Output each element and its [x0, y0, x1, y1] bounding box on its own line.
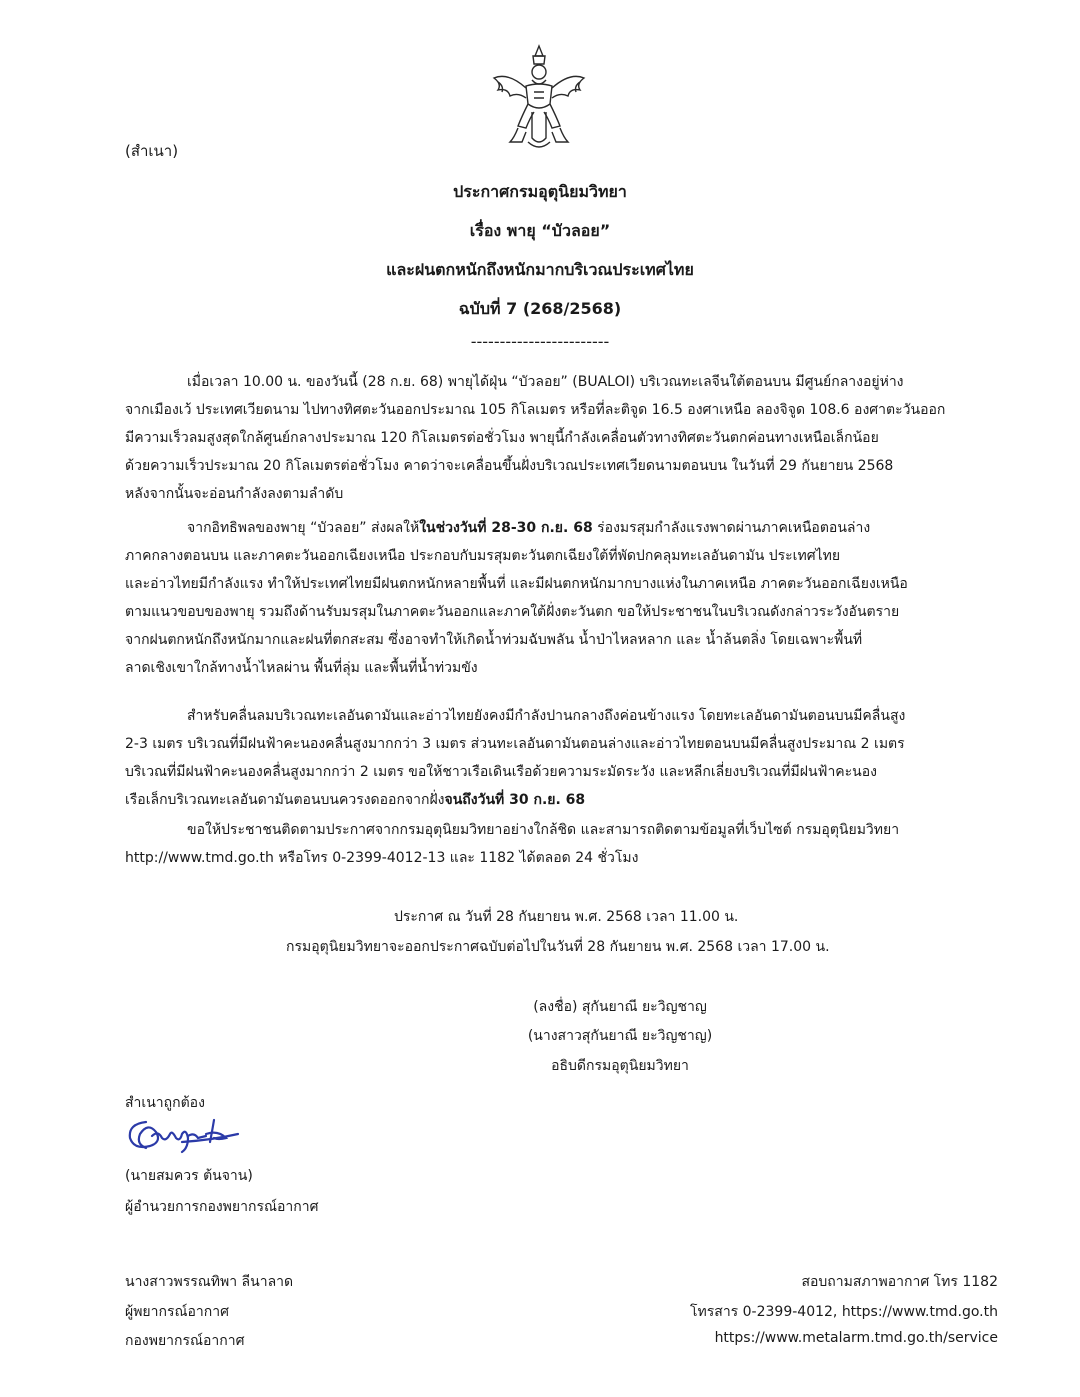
paragraph-line: เมื่อเวลา 10.00 น. ของวันนี้ (28 ก.ย. 68) พายุได้ฝุ่น “บัวลอย” (BUALOI) บริเวณทะเลจีนใต้ตอนบน มีศูนย์กลางอยู่ห่าง	[187, 374, 904, 390]
contact-fax-website: โทรสาร 0-2399-4012, https://www.tmd.go.th	[690, 1304, 998, 1320]
header-divider: ------------------------	[470, 332, 610, 351]
forecaster-name: นางสาวพรรณทิพา ลีนาลาด	[125, 1274, 294, 1290]
announcement-subject: เรื่อง พายุ “บัวลอย”	[469, 221, 611, 240]
paragraph-line: http://www.tmd.go.th หรือโทร 0-2399-4012-13 และ 1182 ได้ตลอด 24 ชั่วโมง	[125, 850, 639, 866]
paragraph-line: ภาคกลางตอนบน และภาคตะวันออกเฉียงเหนือ ประกอบกับมรสุมตะวันตกเฉียงใต้ที่พัดปกคลุมทะเลอันดามัน ประเทศไทย	[125, 548, 841, 564]
certifier-name: (นายสมควร ต้นจาน)	[125, 1168, 253, 1184]
bold-end-date: จนถึงวันที่ 30 ก.ย. 68	[444, 792, 586, 808]
paragraph-line: มีความเร็วลมสูงสุดใกล้ศูนย์กลางประมาณ 120 กิโลเมตรต่อชั่วโมง พายุนี้กำลังเคลื่อนตัวทางทิศตะวันตกค่อนทางเหนือเล็กน้อย	[125, 430, 879, 446]
paragraph-line: หลังจากนั้นจะอ่อนกำลังลงตามลำดับ	[125, 486, 344, 502]
paragraph-line: ตามแนวขอบของพายุ รวมถึงด้านรับมรสุมในภาคตะวันออกและภาคใต้ฝั่งตะวันตก ขอให้ประชาชนในบริเวณดังกล่าวระวังอันตราย	[125, 604, 900, 620]
text-run: ร่องมรสุมกำลังแรงพาดผ่านภาคเหนือตอนล่าง	[592, 520, 871, 536]
paragraph-rain-impact	[125, 514, 971, 682]
paragraph-wave-warning	[125, 702, 971, 814]
text-run: เรือเล็กบริเวณทะเลอันดามันตอนบนควรงดออกจากฝั่ง	[125, 792, 445, 808]
paragraph-line: บริเวณที่มีฝนฟ้าคะนองคลื่นสูงมากกว่า 2 เมตร ขอให้ชาวเรือเดินเรือด้วยความระมัดระวัง และหลีกเลี่ยงบริเวณที่มีฝนฟ้าคะนอง	[125, 764, 878, 780]
forecaster-division: กองพยากรณ์อากาศ	[125, 1333, 245, 1349]
handwritten-signature-icon	[122, 1112, 242, 1156]
copy-label: (สำเนา)	[125, 142, 179, 160]
paragraph-line: ลาดเชิงเขาใกล้ทางน้ำไหลผ่าน พื้นที่ลุ่ม และพื้นที่น้ำท่วมขัง	[125, 660, 478, 676]
forecaster-role: ผู้พยากรณ์อากาศ	[125, 1304, 229, 1320]
text-run: จากอิทธิพลของพายุ “บัวลอย” ส่งผลให้	[187, 520, 420, 536]
next-announcement-note: กรมอุตุนิยมวิทยาจะออกประกาศฉบับต่อไปในวันที่ 28 กันยายน พ.ศ. 2568 เวลา 17.00 น.	[286, 939, 830, 955]
announcement-subject-line2: และฝนตกหนักถึงหนักมากบริเวณประเทศไทย	[386, 260, 694, 279]
signatory-title: อธิบดีกรมอุตุนิยมวิทยา	[551, 1058, 689, 1074]
paragraph-line	[125, 514, 971, 542]
announcement-issue-number: ฉบับที่ 7 (268/2568)	[458, 299, 622, 318]
paragraph-line	[125, 786, 971, 814]
paragraph-line: 2-3 เมตร บริเวณที่มีฝนฟ้าคะนองคลื่นสูงมากกว่า 3 เมตร ส่วนทะเลอันดามันตอนล่างและอ่าวไทยตอนบนมีคลื่นสูงประมาณ 2 เมตร	[125, 736, 905, 752]
garuda-emblem-icon	[488, 42, 590, 154]
paragraph-contact	[125, 816, 971, 872]
signatory-signed: (ลงชื่อ) สุกันยาณี ยะวิญชาญ	[533, 999, 707, 1015]
announcement-title: ประกาศกรมอุตุนิยมวิทยา	[453, 182, 627, 201]
paragraph-line: สำหรับคลื่นลมบริเวณทะเลอันดามันและอ่าวไทยยังคงมีกำลังปานกลางถึงค่อนข้างแรง โดยทะเลอันดามันตอนบนมีคลื่นสูง	[187, 708, 906, 724]
paragraph-storm-position	[125, 368, 971, 508]
signatory-name: (นางสาวสุกันยาณี ยะวิญชาญ)	[527, 1028, 713, 1044]
paragraph-line: ด้วยความเร็วประมาณ 20 กิโลเมตรต่อชั่วโมง คาดว่าจะเคลื่อนขึ้นฝั่งบริเวณประเทศเวียดนามตอนบน ในวันที่ 29 กันยายน 2568	[125, 458, 894, 474]
certifier-position: ผู้อำนวยการกองพยากรณ์อากาศ	[125, 1199, 319, 1215]
certified-copy-label: สำเนาถูกต้อง	[125, 1095, 205, 1111]
paragraph-line: จากเมืองเว้ ประเทศเวียดนาม ไปทางทิศตะวันออกประมาณ 105 กิโลเมตร หรือที่ละติจูด 16.5 องศาเหนือ ลองจิจูด 108.6 องศาตะวันออก	[125, 402, 946, 418]
contact-service-url: https://www.metalarm.tmd.go.th/service	[714, 1330, 998, 1346]
paragraph-line: และอ่าวไทยมีกำลังแรง ทำให้ประเทศไทยมีฝนตกหนักหลายพื้นที่ และมีฝนตกหนักมากบางแห่งในภาคเหนือ ภาคตะวันออกเฉียงเหนือ	[125, 576, 908, 592]
contact-phone: สอบถามสภาพอากาศ โทร 1182	[801, 1274, 998, 1290]
paragraph-line: ขอให้ประชาชนติดตามประกาศจากกรมอุตุนิยมวิทยาอย่างใกล้ชิด และสามารถติดตามข้อมูลที่เว็บไซต์ กรมอุตุนิยมวิทยา	[187, 822, 900, 838]
bold-date-range: ในช่วงวันที่ 28-30 ก.ย. 68	[419, 520, 593, 536]
paragraph-line: จากฝนตกหนักถึงหนักมากและฝนที่ตกสะสม ซึ่งอาจทำให้เกิดน้ำท่วมฉับพลัน น้ำป่าไหลหลาก และ น้ำล้นตลิ่ง โดยเฉพาะพื้นที่	[125, 632, 863, 648]
announcement-date: ประกาศ ณ วันที่ 28 กันยายน พ.ศ. 2568 เวลา 11.00 น.	[394, 909, 739, 925]
